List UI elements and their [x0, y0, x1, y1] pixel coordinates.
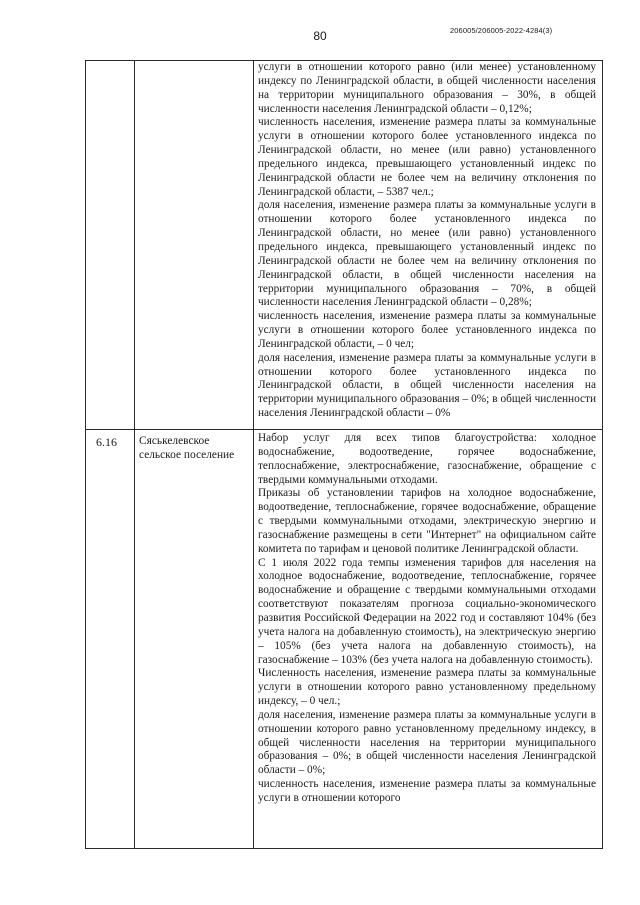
description-cell	[254, 430, 603, 849]
paragraph: доля населения, изменение размера платы за коммунальные услуги в отношении которого равно установленному предельному индексу, в общей численности населения на территории муниципального образования – 0%; в общей численности населения Ленинградской области – 0%;	[258, 708, 596, 777]
row-number-cell: 6.16	[86, 430, 135, 849]
paragraph: Набор услуг для всех типов благоустройства: холодное водоснабжение, водоотведение, горячее водоснабжение, теплоснабжение, электроснабжение, газоснабжение, обращение с твердыми коммунальными отходами.	[258, 432, 596, 486]
row-number-cell	[86, 61, 135, 430]
document-code: 206005/206005-2022-4284(3)	[450, 26, 553, 35]
paragraph: численность населения, изменение размера платы за коммунальные услуги в отношении которого более установленного индекса по Ленинградской области, но менее (или равно) установленного предельного индекса, превышающего установленный индекс по Ленинградской области не более чем на величину отклонения по Ленинградской области, – 5387 чел.;	[258, 116, 596, 198]
table-row	[86, 61, 603, 430]
paragraph: численность населения, изменение размера платы за коммунальные услуги в отношении которого более установленного индекса по Ленинградской области, – 0 чел;	[258, 310, 596, 350]
paragraph: Численность населения, изменение размера платы за коммунальные услуги в отношении которого равно установленному предельному индексу, – 0 чел.;	[258, 667, 596, 708]
paragraph: услуги в отношении которого равно (или менее) установленному индексу по Ленинградской области, в общей численности населения на территории муниципального образования – 30%, в общей численности населения Ленинградской области – 0,12%;	[258, 61, 596, 115]
paragraph: С 1 июля 2022 года темпы изменения тарифов для населения на холодное водоснабжение, водоотведение, теплоснабжение, горячее водоснабжение и обращение с твердыми коммунальными отходами соответствуют показателям прогноза социально-экономического развития Российской Федерации на 2022 год и составляют 104% (без учета налога на добавленную стоимость), на электрическую энергию – 105% (без учета налога на добавленную стоимость), на газоснабжение – 103% (без учета налога на добавленную стоимость).	[258, 556, 596, 666]
paragraph: Приказы об установлении тарифов на холодное водоснабжение, водоотведение, теплоснабжение, горячее водоснабжение, обращение с твердыми коммунальными отходами, электрическую энергию и газоснабжение размещены в сети "Интернет" на официальном сайте комитета по тарифам и ценовой политике Ленинградской области.	[258, 487, 596, 555]
page-number: 80	[313, 29, 327, 43]
table-row	[86, 430, 603, 849]
description-cell	[254, 61, 603, 430]
paragraph: доля населения, изменение размера платы за коммунальные услуги в отношении которого более установленного индекса по Ленинградской области, но менее (или равно) установленного предельного индекса, превышающего установленный индекс по Ленинградской области не более чем на величину отклонения по Ленинградской области, в общей численности населения на территории муниципального образования – 70%, в общей численности населения Ленинградской области – 0,28%;	[258, 199, 596, 309]
paragraph: доля населения, изменение размера платы за коммунальные услуги в отношении которого более установленного индекса по Ленинградской области, в общей численности населения на территории муниципального образования – 0%; в общей численности населения Ленинградской области – 0%	[258, 351, 596, 420]
settlement-cell	[135, 61, 254, 430]
settlement-cell: Сяськелевское сельское поселение	[135, 430, 254, 849]
paragraph: численность населения, изменение размера платы за коммунальные услуги в отношении которого	[258, 778, 596, 804]
data-table	[85, 60, 603, 849]
